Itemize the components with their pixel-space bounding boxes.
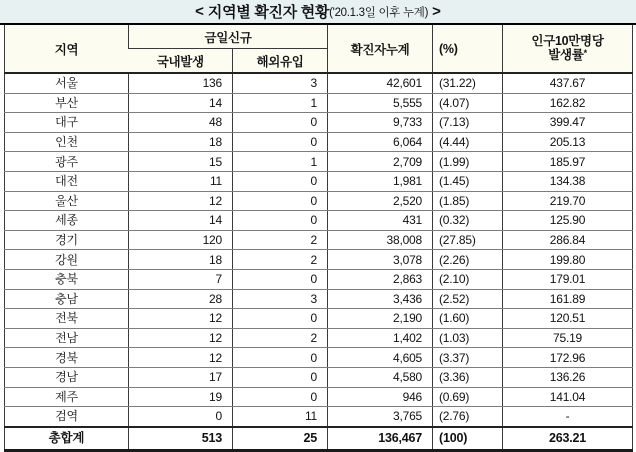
header-per100k (503, 25, 633, 73)
table-row (5, 367, 633, 387)
domestic-cell: 7 (129, 269, 233, 289)
total-imported-cell: 25 (233, 427, 328, 451)
percent-cell: (4.07) (433, 93, 503, 113)
total-per100k-cell: 263.21 (503, 427, 633, 451)
imported-cell: 0 (233, 269, 328, 289)
cumulative-cell: 2,709 (328, 152, 433, 172)
header-region: 지역 (5, 25, 129, 73)
cumulative-cell: 1,981 (328, 171, 433, 191)
domestic-cell: 11 (129, 171, 233, 191)
domestic-cell: 120 (129, 230, 233, 250)
cumulative-cell: 2,863 (328, 269, 433, 289)
cumulative-cell: 6,064 (328, 132, 433, 152)
domestic-cell: 15 (129, 152, 233, 172)
cumulative-cell: 2,190 (328, 309, 433, 329)
per100k-cell: 286.84 (503, 230, 633, 250)
percent-cell: (0.32) (433, 211, 503, 231)
header-cumulative: 확진자누계 (328, 25, 433, 73)
domestic-cell: 28 (129, 289, 233, 309)
region-cell: 부산 (5, 93, 129, 113)
per100k-cell: 219.70 (503, 191, 633, 211)
header-per100k-line1: 인구10만명당 (531, 33, 604, 48)
imported-cell: 0 (233, 171, 328, 191)
imported-cell: 3 (233, 73, 328, 93)
table-title (0, 0, 636, 25)
table-row (5, 171, 633, 191)
per100k-cell: 172.96 (503, 348, 633, 368)
imported-cell: 0 (233, 367, 328, 387)
table-row (5, 250, 633, 270)
table-row (5, 269, 633, 289)
imported-cell: 0 (233, 309, 328, 329)
table-row (5, 289, 633, 309)
per100k-cell: 120.51 (503, 309, 633, 329)
imported-cell: 2 (233, 250, 328, 270)
table-row (5, 93, 633, 113)
region-cell: 경남 (5, 367, 129, 387)
per100k-cell: 179.01 (503, 269, 633, 289)
per100k-cell: 399.47 (503, 113, 633, 133)
per100k-cell: 136.26 (503, 367, 633, 387)
region-cell: 검역 (5, 407, 129, 427)
domestic-cell: 12 (129, 309, 233, 329)
domestic-cell: 12 (129, 348, 233, 368)
cumulative-cell: 1,402 (328, 328, 433, 348)
per100k-cell: 134.38 (503, 171, 633, 191)
header-per100k-line2: 발생률 (548, 47, 584, 62)
table-row (5, 113, 633, 133)
table-row (5, 328, 633, 348)
imported-cell: 11 (233, 407, 328, 427)
percent-cell: (7.13) (433, 113, 503, 133)
domestic-cell: 14 (129, 93, 233, 113)
table-row (5, 73, 633, 93)
table-body (5, 73, 633, 450)
table-row (5, 191, 633, 211)
total-region-cell: 총합계 (5, 427, 129, 451)
total-cumulative-cell: 136,467 (328, 427, 433, 451)
per100k-cell: 141.04 (503, 387, 633, 407)
region-cell: 대구 (5, 113, 129, 133)
region-cell: 충남 (5, 289, 129, 309)
domestic-cell: 136 (129, 73, 233, 93)
percent-cell: (2.10) (433, 269, 503, 289)
cumulative-cell: 3,078 (328, 250, 433, 270)
per100k-cell: 75.19 (503, 328, 633, 348)
region-cell: 강원 (5, 250, 129, 270)
header-today-new: 금일신규 (129, 25, 328, 49)
domestic-cell: 18 (129, 132, 233, 152)
table-row (5, 132, 633, 152)
region-cases-table (4, 25, 633, 452)
imported-cell: 2 (233, 230, 328, 250)
table-row (5, 387, 633, 407)
per100k-cell: 205.13 (503, 132, 633, 152)
imported-cell: 0 (233, 132, 328, 152)
title-bracket-open: < (195, 3, 204, 20)
total-row (5, 427, 633, 451)
domestic-cell: 48 (129, 113, 233, 133)
imported-cell: 3 (233, 289, 328, 309)
table-row (5, 348, 633, 368)
per100k-cell: 125.90 (503, 211, 633, 231)
percent-cell: (0.69) (433, 387, 503, 407)
cumulative-cell: 2,520 (328, 191, 433, 211)
per100k-cell: 162.82 (503, 93, 633, 113)
title-bracket-close: > (432, 3, 441, 20)
table-row (5, 152, 633, 172)
table-row (5, 309, 633, 329)
header-percent: (%) (433, 25, 503, 73)
domestic-cell: 14 (129, 211, 233, 231)
per100k-cell: - (503, 407, 633, 427)
imported-cell: 1 (233, 93, 328, 113)
region-cell: 세종 (5, 211, 129, 231)
percent-cell: (31.22) (433, 73, 503, 93)
imported-cell: 0 (233, 348, 328, 368)
domestic-cell: 12 (129, 328, 233, 348)
domestic-cell: 12 (129, 191, 233, 211)
cumulative-cell: 38,008 (328, 230, 433, 250)
imported-cell: 0 (233, 113, 328, 133)
table-row (5, 407, 633, 427)
cumulative-cell: 4,605 (328, 348, 433, 368)
header-domestic: 국내발생 (129, 49, 233, 74)
cumulative-cell: 3,765 (328, 407, 433, 427)
percent-cell: (3.36) (433, 367, 503, 387)
per100k-cell: 185.97 (503, 152, 633, 172)
region-cell: 제주 (5, 387, 129, 407)
percent-cell: (2.52) (433, 289, 503, 309)
imported-cell: 0 (233, 387, 328, 407)
percent-cell: (1.03) (433, 328, 503, 348)
imported-cell: 2 (233, 328, 328, 348)
title-text: 지역별 확진자 현황 (207, 4, 330, 21)
region-cell: 울산 (5, 191, 129, 211)
imported-cell: 0 (233, 211, 328, 231)
region-cell: 서울 (5, 73, 129, 93)
imported-cell: 1 (233, 152, 328, 172)
imported-cell: 0 (233, 191, 328, 211)
percent-cell: (27.85) (433, 230, 503, 250)
cumulative-cell: 9,733 (328, 113, 433, 133)
domestic-cell: 0 (129, 407, 233, 427)
domestic-cell: 17 (129, 367, 233, 387)
percent-cell: (1.45) (433, 171, 503, 191)
total-percent-cell: (100) (433, 427, 503, 451)
cumulative-cell: 4,580 (328, 367, 433, 387)
percent-cell: (1.60) (433, 309, 503, 329)
percent-cell: (1.85) (433, 191, 503, 211)
region-cell: 광주 (5, 152, 129, 172)
cumulative-cell: 42,601 (328, 73, 433, 93)
cumulative-cell: 5,555 (328, 93, 433, 113)
per100k-cell: 161.89 (503, 289, 633, 309)
per100k-cell: 437.67 (503, 73, 633, 93)
region-cell: 대전 (5, 171, 129, 191)
table-row (5, 230, 633, 250)
cumulative-cell: 431 (328, 211, 433, 231)
region-cell: 인천 (5, 132, 129, 152)
domestic-cell: 19 (129, 387, 233, 407)
region-cell: 전남 (5, 328, 129, 348)
domestic-cell: 18 (129, 250, 233, 270)
cumulative-cell: 946 (328, 387, 433, 407)
percent-cell: (4.44) (433, 132, 503, 152)
percent-cell: (2.76) (433, 407, 503, 427)
per100k-cell: 199.80 (503, 250, 633, 270)
region-cell: 경기 (5, 230, 129, 250)
region-cell: 경북 (5, 348, 129, 368)
percent-cell: (2.26) (433, 250, 503, 270)
table-row (5, 211, 633, 231)
region-cell: 충북 (5, 269, 129, 289)
table-header (5, 25, 633, 73)
percent-cell: (1.99) (433, 152, 503, 172)
region-cell: 전북 (5, 309, 129, 329)
cumulative-cell: 3,436 (328, 289, 433, 309)
header-imported: 해외유입 (233, 49, 328, 74)
percent-cell: (3.37) (433, 348, 503, 368)
footnote-mark: * (583, 47, 587, 58)
total-domestic-cell: 513 (129, 427, 233, 451)
title-note: ('20.1.3일 이후 누계) (329, 6, 429, 19)
